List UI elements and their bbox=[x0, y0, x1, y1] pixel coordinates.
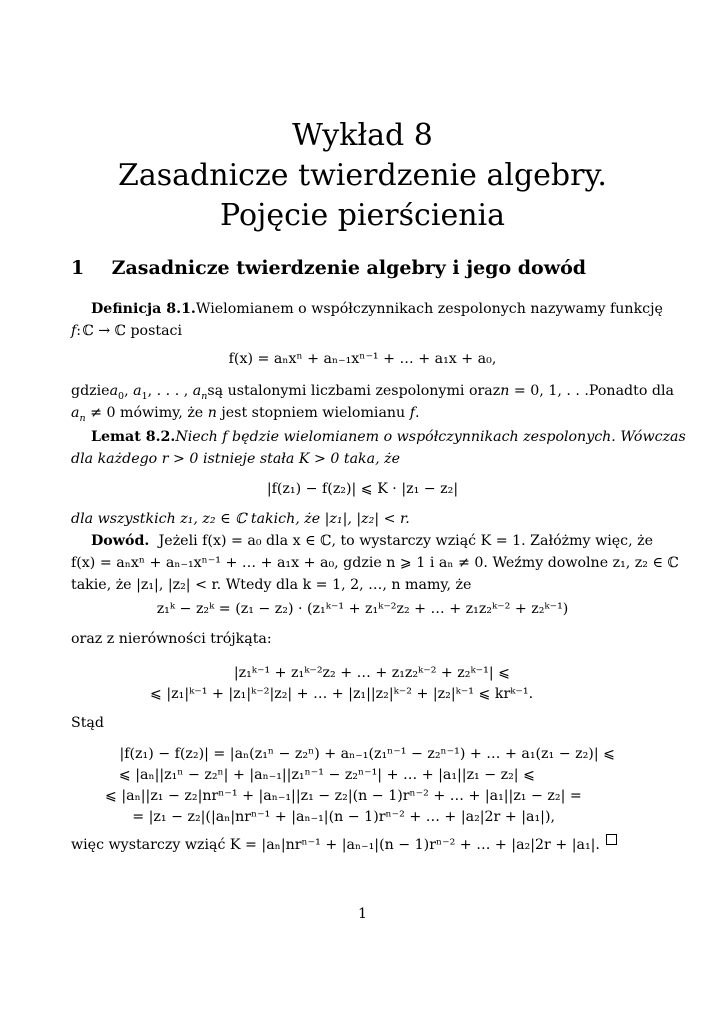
proof-line-2: f(x) = aₙxⁿ + aₙ₋₁xⁿ⁻¹ + … + a₁x + a₀, gdzie n ⩾ 1 i aₙ ≠ 0. Weźmy dowolne z₁, z₂ ∈ ℂ bbox=[71, 555, 679, 571]
definition-block bbox=[71, 298, 663, 342]
lemma-text-2: dla każdego r > 0 istnieje stała K > 0 taka, że bbox=[71, 451, 401, 467]
def-after-2b: jest stopniem wielomianu bbox=[221, 405, 406, 421]
proof-conclusion bbox=[71, 834, 653, 856]
lemma-continuation bbox=[71, 508, 653, 530]
proof-equation-1: z₁ᵏ − z₂ᵏ = (z₁ − z₂) · (z₁ᵏ⁻¹ + z₁ᵏ⁻²z₂ + … + z₁z₂ᵏ⁻² + z₂ᵏ⁻¹) bbox=[156, 601, 569, 617]
proof-equation-2a: |z₁ᵏ⁻¹ + z₁ᵏ⁻²z₂ + … + z₁z₂ᵏ⁻² + z₂ᵏ⁻¹| ⩽ bbox=[233, 665, 510, 681]
def-after-2: mówimy, że bbox=[120, 405, 204, 421]
def-n-values: n = 0, 1, . . . bbox=[500, 383, 589, 399]
def-f: f. bbox=[409, 405, 420, 421]
title-line-3: Pojęcie pierścienia bbox=[219, 198, 505, 233]
proof-equation-3d: = |z₁ − z₂|(|aₙ|nrⁿ⁻¹ + |aₙ₋₁|(n − 1)rⁿ⁻² + … + |a₂|2r + |a₁|), bbox=[132, 809, 555, 825]
document-title bbox=[0, 116, 725, 236]
proof-label: Dowód. bbox=[91, 533, 150, 549]
def-after-1a: gdzie bbox=[71, 383, 110, 399]
proof-equation-3b: ⩽ |aₙ||z₁ⁿ − z₂ⁿ| + |aₙ₋₁||z₁ⁿ⁻¹ − z₂ⁿ⁻¹| + … + |a₁||z₁ − z₂| ⩽ bbox=[118, 767, 535, 783]
proof-equation-3c: ⩽ |aₙ||z₁ − z₂|nrⁿ⁻¹ + |aₙ₋₁||z₁ − z₂|(n − 1)rⁿ⁻² + … + |a₁||z₁ − z₂| = bbox=[105, 788, 582, 804]
definition-text-2: postaci bbox=[130, 323, 183, 339]
proof-line-6: więc wystarczy wziąć K = |aₙ|nrⁿ⁻¹ + |aₙ₋₁|(n − 1)rⁿ⁻² + … + |a₂|2r + |a₁|. bbox=[71, 837, 600, 853]
proof-text-4 bbox=[71, 628, 653, 650]
section-number: 1 bbox=[71, 257, 85, 279]
def-n: n bbox=[207, 405, 217, 421]
section-heading bbox=[71, 257, 586, 279]
proof-line-1: Jeżeli f(x) = a₀ dla x ∈ ℂ, to wystarczy wziąć K = 1. Załóżmy więc, że bbox=[158, 533, 653, 549]
proof-equation-2b: ⩽ |z₁|ᵏ⁻¹ + |z₁|ᵏ⁻²|z₂| + … + |z₁||z₂|ᵏ⁻² + |z₂|ᵏ⁻¹ ⩽ krᵏ⁻¹. bbox=[150, 686, 534, 702]
proof-block bbox=[71, 530, 679, 596]
proof-line-3: takie, że |z₁|, |z₂| < r. Wtedy dla k = 1, 2, …, n mamy, że bbox=[71, 577, 472, 593]
definition-formula: f(x) = aₙxⁿ + aₙ₋₁xⁿ⁻¹ + … + a₁x + a₀, bbox=[228, 351, 497, 367]
definition-map: f: ℂ → ℂ bbox=[71, 323, 131, 339]
title-line-2: Zasadnicze twierdzenie algebry. bbox=[118, 158, 607, 193]
proof-equation-3a: |f(z₁) − f(z₂)| = |aₙ(z₁ⁿ − z₂ⁿ) + aₙ₋₁(z₁ⁿ⁻¹ − z₂ⁿ⁻¹) + … + a₁(z₁ − z₂)| ⩽ bbox=[119, 746, 615, 762]
def-an-nonzero: $a_n \ne 0$ bbox=[71, 405, 121, 424]
section-title: Zasadnicze twierdzenie algebry i jego dowód bbox=[111, 257, 587, 279]
qed-square-icon bbox=[606, 834, 617, 845]
definition-text-1: Wielomianem o współczynnikach zespolonych nazywamy funkcję bbox=[195, 301, 663, 317]
page-number: 1 bbox=[357, 906, 368, 922]
lemma-block bbox=[71, 426, 686, 470]
title-line-1: Wykład 8 bbox=[292, 118, 433, 153]
def-coeff-list: $a_0$, $a_1$, . . . , $a_n$ bbox=[109, 383, 208, 402]
lemma-text-3: dla wszystkich z₁, z₂ ∈ ℂ takich, że |z₁|, |z₂| < r. bbox=[71, 511, 410, 527]
definition-continuation bbox=[71, 380, 674, 424]
proof-line-4: oraz z nierówności trójkąta: bbox=[71, 631, 272, 647]
lemma-formula: |f(z₁) − f(z₂)| ⩽ K · |z₁ − z₂| bbox=[266, 481, 459, 497]
lemma-label: Lemat 8.2. bbox=[91, 429, 176, 445]
lemma-text-1: Niech f będzie wielomianem o współczynnikach zespolonych. Wówczas bbox=[175, 429, 686, 445]
def-after-1b: są ustalonymi liczbami zespolonymi oraz bbox=[207, 383, 501, 399]
definition-label: Definicja 8.1. bbox=[91, 301, 196, 317]
def-after-1c: Ponadto dla bbox=[588, 383, 674, 399]
proof-line-5: Stąd bbox=[71, 715, 104, 731]
proof-text-5 bbox=[71, 712, 653, 734]
